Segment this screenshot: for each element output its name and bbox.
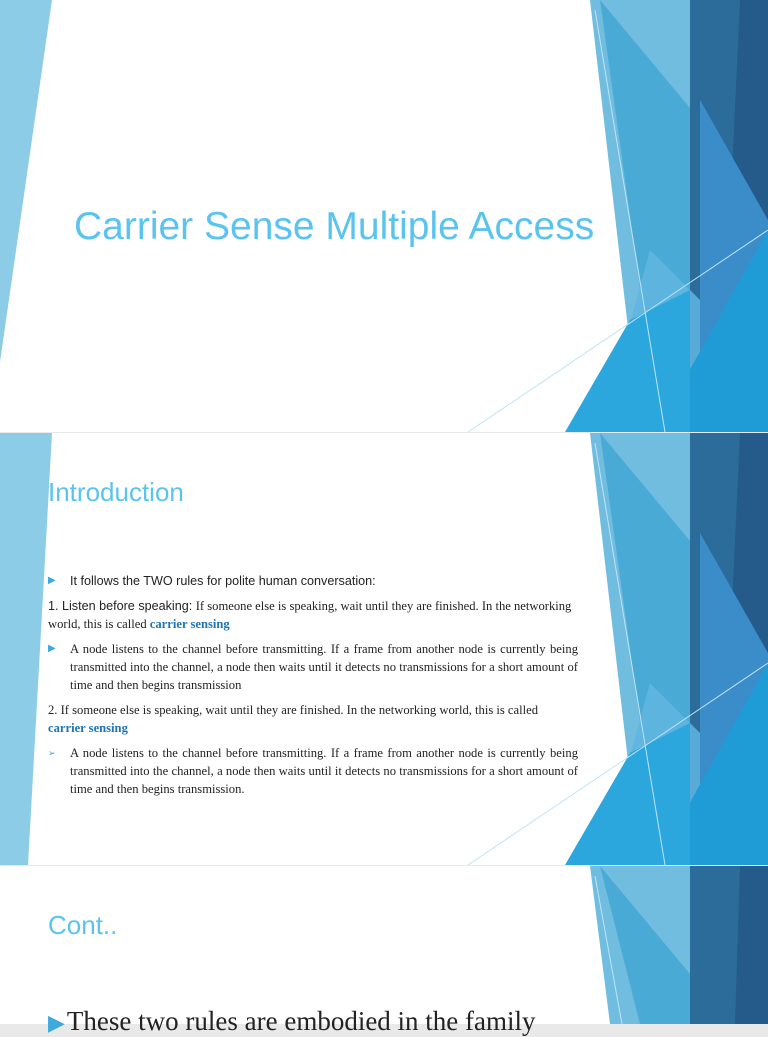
bullet-item — [48, 572, 578, 590]
slide-heading-introduction: Introduction — [48, 477, 184, 507]
slide-heading-cont: Cont.. — [48, 910, 118, 940]
rule-2 — [48, 701, 578, 737]
rule-2-term: carrier sensing — [48, 721, 128, 735]
slide-3-body-text: These two rules are embodied in the family — [66, 1006, 536, 1036]
rule-1-prefix: 1. Listen before speaking: — [48, 599, 196, 613]
rule-1 — [48, 597, 578, 633]
introduction-content — [48, 572, 578, 798]
rule-1-text: If someone else is speaking, wait until they are finished. In the networking world, this is called — [48, 599, 572, 631]
bullet-item — [48, 640, 578, 694]
slide-title — [0, 0, 768, 432]
slide-3-body — [48, 1006, 536, 1037]
triangle-bullet-icon: ▶ — [48, 575, 56, 586]
bullet-text: It follows the TWO rules for polite human conversation: — [70, 574, 376, 588]
slide-title-heading: Carrier Sense Multiple Access — [74, 205, 595, 248]
triangle-bullet-icon: ▶ — [48, 1010, 65, 1035]
bullet-item — [48, 744, 578, 798]
slide-decoration — [0, 866, 768, 1024]
rule-1-term: carrier sensing — [149, 617, 230, 631]
bullet-text: A node listens to the channel before transmitting. If a frame from another node is currently being transmitted into the channel, a node then waits until it detects no transmissions for a short amount of time and then begins transmission — [70, 642, 578, 692]
rule-2-text: 2. If someone else is speaking, wait until they are finished. In the networking world, this is called — [48, 703, 538, 717]
triangle-bullet-icon: ▶ — [48, 643, 56, 654]
slide-cont — [0, 866, 768, 1024]
bullet-text: A node listens to the channel before transmitting. If a frame from another node is currently being transmitted into the channel, a node then waits until it detects no transmissions for a short amount of time and then begins transmission. — [70, 746, 578, 796]
arrowhead-bullet-icon: ➢ — [48, 748, 56, 758]
